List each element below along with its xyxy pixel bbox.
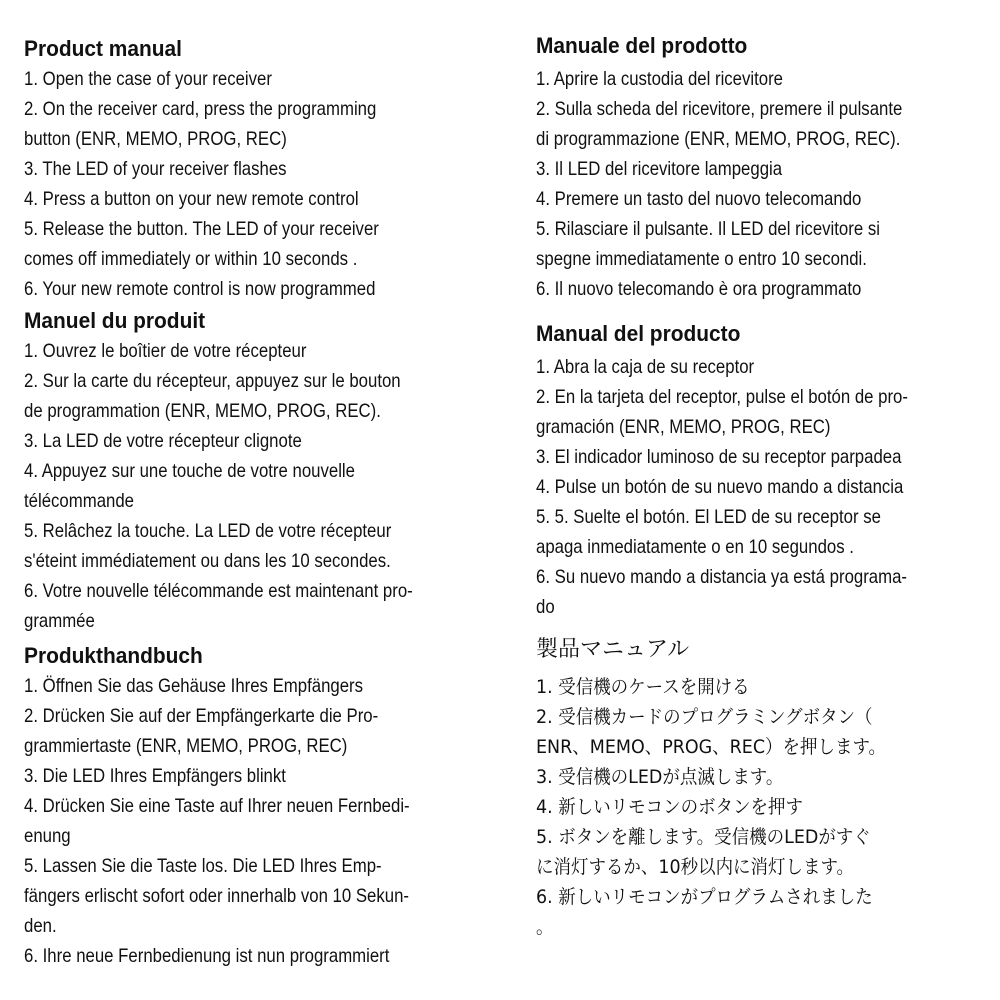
spanish-line-5: 4. Pulse un botón de su nuevo mando a distancia bbox=[536, 476, 904, 498]
spanish-line-6: 5. 5. Suelte el botón. El LED de su receptor se bbox=[536, 506, 881, 528]
english-line-7: comes off immediately or within 10 seconds . bbox=[24, 248, 358, 270]
english-section bbox=[24, 35, 437, 304]
english-title: Product manual bbox=[24, 36, 182, 61]
italian-title: Manuale del prodotto bbox=[536, 33, 748, 58]
german-line-3: grammiertaste (ENR, MEMO, PROG, REC) bbox=[24, 735, 348, 757]
german-line-10: 6. Ihre neue Fernbedienung ist nun programmiert bbox=[24, 945, 390, 967]
french-line-6: télécommande bbox=[24, 490, 134, 512]
japanese-line-1: 1. 受信機のケースを開ける bbox=[536, 676, 750, 698]
spanish-line-7: apaga inmediatamente o en 10 segundos . bbox=[536, 536, 854, 558]
italian-line-5: 4. Premere un tasto del nuovo telecomando bbox=[536, 188, 862, 210]
french-line-1: 1. Ouvrez le boîtier de votre récepteur bbox=[24, 340, 307, 362]
german-line-1: 1. Öffnen Sie das Gehäuse Ihres Empfängers bbox=[24, 675, 364, 697]
japanese-line-4: 3. 受信機のLEDが点滅します。 bbox=[536, 766, 784, 788]
japanese-line-9: 。 bbox=[536, 916, 554, 938]
italian-lines bbox=[536, 64, 962, 304]
italian-line-1: 1. Aprire la custodia del ricevitore bbox=[536, 68, 784, 90]
english-line-3: button (ENR, MEMO, PROG, REC) bbox=[24, 128, 287, 150]
german-line-5: 4. Drücken Sie eine Taste auf Ihrer neuen Fernbedi- bbox=[24, 795, 410, 817]
french-line-7: 5. Relâchez la touche. La LED de votre récepteur bbox=[24, 520, 392, 542]
spanish-line-2: 2. En la tarjeta del receptor, pulse el botón de pro- bbox=[536, 386, 908, 408]
french-title: Manuel du produit bbox=[24, 308, 206, 333]
italian-line-6: 5. Rilasciare il pulsante. Il LED del ricevitore si bbox=[536, 218, 880, 240]
english-lines bbox=[24, 64, 437, 304]
spanish-line-8: 6. Su nuevo mando a distancia ya está programa- bbox=[536, 566, 908, 588]
spanish-line-4: 3. El indicador luminoso de su receptor parpadea bbox=[536, 446, 902, 468]
italian-section bbox=[536, 32, 962, 304]
german-title: Produkthandbuch bbox=[24, 643, 203, 668]
italian-line-4: 3. Il LED del ricevitore lampeggia bbox=[536, 158, 783, 180]
french-line-4: 3. La LED de votre récepteur clignote bbox=[24, 430, 302, 452]
japanese-line-8: 6. 新しいリモコンがプログラムされました bbox=[536, 886, 873, 908]
french-line-9: 6. Votre nouvelle télécommande est maintenant pro- bbox=[24, 580, 413, 602]
italian-line-7: spegne immediatamente o entro 10 secondi. bbox=[536, 248, 867, 270]
german-lines bbox=[24, 671, 472, 971]
italian-line-8: 6. Il nuovo telecomando è ora programmato bbox=[536, 278, 862, 300]
french-lines bbox=[24, 336, 476, 636]
german-line-6: enung bbox=[24, 825, 71, 847]
japanese-line-5: 4. 新しいリモコンのボタンを押す bbox=[536, 796, 803, 818]
english-line-6: 5. Release the button. The LED of your receiver bbox=[24, 218, 379, 240]
japanese-line-2: 2. 受信機カードのプログラミングボタン（ bbox=[536, 706, 873, 728]
french-line-10: grammée bbox=[24, 610, 95, 632]
german-line-4: 3. Die LED Ihres Empfängers blinkt bbox=[24, 765, 286, 787]
japanese-title: 製品マニュアル bbox=[536, 637, 690, 662]
french-line-8: s'éteint immédiatement ou dans les 10 secondes. bbox=[24, 550, 391, 572]
french-section bbox=[24, 307, 476, 636]
english-line-8: 6. Your new remote control is now programmed bbox=[24, 278, 376, 300]
spanish-title: Manual del producto bbox=[536, 321, 741, 346]
german-section bbox=[24, 642, 472, 971]
english-line-5: 4. Press a button on your new remote control bbox=[24, 188, 359, 210]
spanish-line-3: gramación (ENR, MEMO, PROG, REC) bbox=[536, 416, 831, 438]
italian-line-2: 2. Sulla scheda del ricevitore, premere il pulsante bbox=[536, 98, 903, 120]
german-line-9: den. bbox=[24, 915, 57, 937]
japanese-lines bbox=[536, 672, 916, 942]
italian-line-3: di programmazione (ENR, MEMO, PROG, REC). bbox=[536, 128, 901, 150]
spanish-section bbox=[536, 320, 969, 622]
japanese-section bbox=[536, 636, 916, 942]
spanish-line-1: 1. Abra la caja de su receptor bbox=[536, 356, 755, 378]
english-line-1: 1. Open the case of your receiver bbox=[24, 68, 272, 90]
english-line-2: 2. On the receiver card, press the programming bbox=[24, 98, 377, 120]
japanese-line-3: ENR、MEMO、PROG、REC）を押します。 bbox=[536, 736, 887, 758]
german-line-2: 2. Drücken Sie auf der Empfängerkarte die Pro- bbox=[24, 705, 379, 727]
spanish-lines bbox=[536, 352, 969, 622]
spanish-line-9: do bbox=[536, 596, 555, 618]
german-line-8: fängers erlischt sofort oder innerhalb von 10 Sekun- bbox=[24, 885, 409, 907]
french-line-5: 4. Appuyez sur une touche de votre nouvelle bbox=[24, 460, 355, 482]
french-line-3: de programmation (ENR, MEMO, PROG, REC). bbox=[24, 400, 381, 422]
german-line-7: 5. Lassen Sie die Taste los. Die LED Ihres Emp- bbox=[24, 855, 382, 877]
japanese-line-7: に消灯するか、10秒以内に消灯します。 bbox=[536, 856, 855, 878]
french-line-2: 2. Sur la carte du récepteur, appuyez sur le bouton bbox=[24, 370, 401, 392]
english-line-4: 3. The LED of your receiver flashes bbox=[24, 158, 287, 180]
japanese-line-6: 5. ボタンを離します。受信機のLEDがすぐ bbox=[536, 826, 871, 848]
